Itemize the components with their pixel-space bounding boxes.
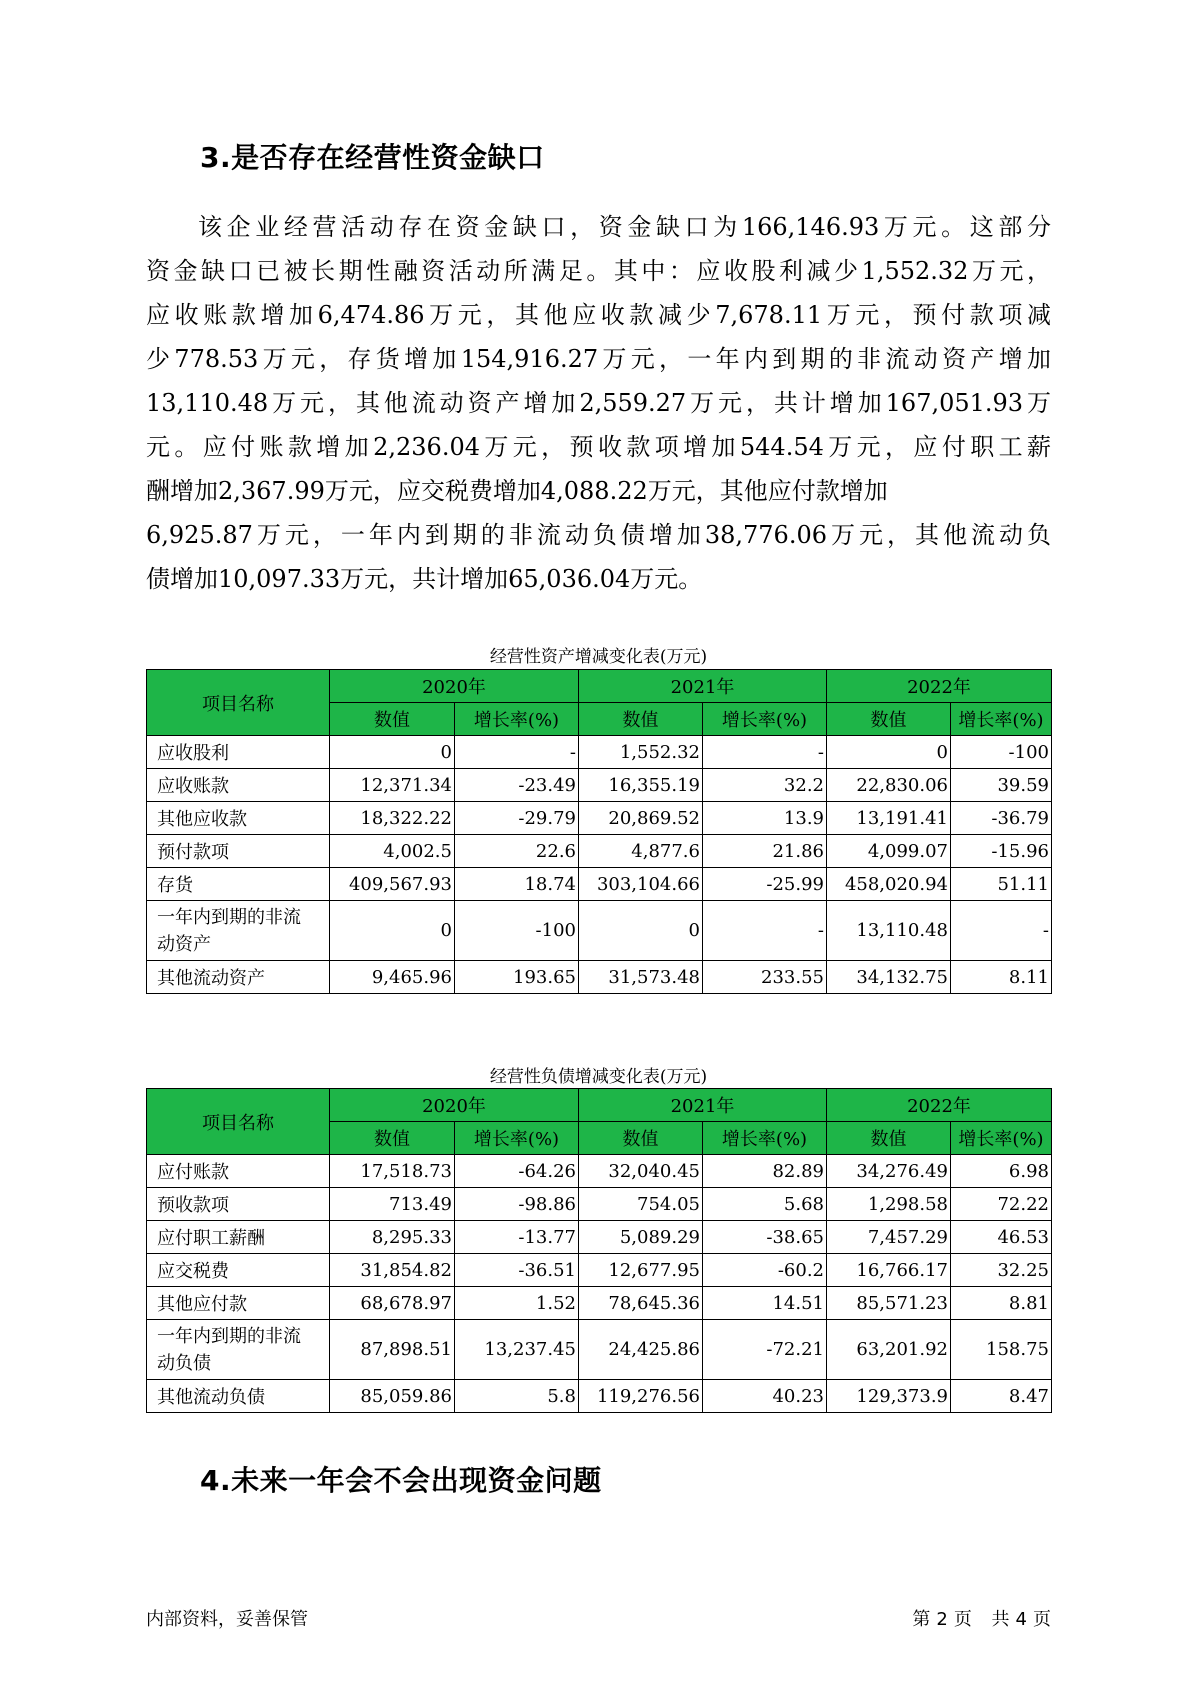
value-cell: 119,276.56	[579, 1380, 703, 1413]
row-item-name-part: 存货	[157, 875, 193, 896]
value-cell: 78,645.36	[579, 1287, 703, 1320]
row-item-name	[147, 736, 330, 769]
table-row	[147, 802, 1052, 835]
analysis-paragraph	[146, 205, 1051, 601]
row-item-name-part: 应付账款	[157, 1162, 229, 1183]
growth-rate-cell: 6.98	[951, 1155, 1052, 1188]
growth-rate-cell: -64.26	[455, 1155, 579, 1188]
table-row	[147, 736, 1052, 769]
total-suffix: 页	[1033, 1609, 1051, 1630]
row-item-name-part: 应收账款	[157, 776, 229, 797]
growth-rate-cell: 14.51	[703, 1287, 827, 1320]
growth-rate-cell: -36.79	[951, 802, 1052, 835]
paragraph-line: 酬增加2,367.99万元，应交税费增加4,088.22万元，其他应付款增加	[146, 477, 888, 505]
value-cell: 4,002.5	[330, 835, 455, 868]
growth-rate-cell: 13,237.45	[455, 1320, 579, 1380]
year-header: 2022年	[827, 670, 1052, 703]
value-cell: 12,677.95	[579, 1254, 703, 1287]
value-cell: 34,276.49	[827, 1155, 951, 1188]
liabilities-table-body	[147, 1155, 1052, 1413]
year-header: 2021年	[579, 670, 827, 703]
growth-rate-cell: 32.2	[703, 769, 827, 802]
liabilities-table-caption: 经营性负债增减变化表(万元)	[489, 1067, 708, 1087]
row-item-name-part: 应收股利	[157, 743, 229, 764]
growth-rate-cell: 51.11	[951, 868, 1052, 901]
row-item-name-part: 预付款项	[157, 842, 229, 863]
value-cell: 13,110.48	[827, 901, 951, 961]
table-row	[147, 1254, 1052, 1287]
value-cell: 63,201.92	[827, 1320, 951, 1380]
growth-rate-cell: 5.68	[703, 1188, 827, 1221]
value-cell: 87,898.51	[330, 1320, 455, 1380]
assets-change-table	[146, 669, 1052, 994]
row-item-name-part: 其他应付款	[157, 1294, 247, 1315]
year-header: 2020年	[330, 1089, 579, 1122]
row-item-name-part: 应交税费	[157, 1261, 229, 1282]
value-cell: 18,322.22	[330, 802, 455, 835]
value-cell: 0	[330, 901, 455, 961]
growth-rate-cell: -100	[455, 901, 579, 961]
footer-confidential-note: 内部资料，妥善保管	[146, 1609, 308, 1630]
section-3-heading: 3.是否存在经营性资金缺口	[200, 141, 545, 174]
section-4-heading: 4.未来一年会不会出现资金问题	[200, 1464, 602, 1497]
value-cell: 68,678.97	[330, 1287, 455, 1320]
growth-rate-cell: 233.55	[703, 961, 827, 994]
growth-subheader: 增长率(%)	[703, 703, 827, 736]
value-subheader: 数值	[827, 1122, 951, 1155]
row-item-name	[147, 835, 330, 868]
row-item-name-part: 其他流动负债	[157, 1387, 265, 1408]
page-prefix: 第	[912, 1609, 931, 1630]
growth-rate-cell: 18.74	[455, 868, 579, 901]
table-row	[147, 835, 1052, 868]
value-subheader: 数值	[579, 1122, 703, 1155]
year-header: 2022年	[827, 1089, 1052, 1122]
growth-rate-cell: -	[703, 901, 827, 961]
paragraph-line: 6,925.87万元，一年内到期的非流动负债增加38,776.06万元，其他流动负	[146, 521, 1051, 549]
value-cell: 303,104.66	[579, 868, 703, 901]
row-item-name	[147, 961, 330, 994]
growth-rate-cell: -23.49	[455, 769, 579, 802]
value-cell: 32,040.45	[579, 1155, 703, 1188]
growth-subheader: 增长率(%)	[703, 1122, 827, 1155]
value-cell: 17,518.73	[330, 1155, 455, 1188]
page-word: 页	[953, 1609, 972, 1630]
row-item-name	[147, 802, 330, 835]
paragraph-line: 资金缺口已被长期性融资活动所满足。其中：应收股利减少1,552.32万元，	[146, 257, 1051, 285]
total-prefix: 共	[991, 1609, 1010, 1630]
item-name-header: 项目名称	[147, 670, 330, 736]
growth-subheader: 增长率(%)	[455, 1122, 579, 1155]
value-cell: 1,298.58	[827, 1188, 951, 1221]
row-item-name	[147, 868, 330, 901]
growth-rate-cell: -60.2	[703, 1254, 827, 1287]
table-row	[147, 1155, 1052, 1188]
growth-rate-cell: -36.51	[455, 1254, 579, 1287]
row-item-name-part: 其他流动资产	[157, 968, 265, 989]
growth-rate-cell: 8.47	[951, 1380, 1052, 1413]
paragraph-line: 元。应付账款增加2,236.04万元，预收款项增加544.54万元，应付职工薪	[146, 433, 1051, 461]
row-item-name-part: 其他应收款	[157, 809, 247, 830]
growth-rate-cell: 72.22	[951, 1188, 1052, 1221]
paragraph-line: 应收账款增加6,474.86万元，其他应收款减少7,678.11万元，预付款项减	[146, 301, 1051, 329]
row-item-name	[147, 1155, 330, 1188]
row-item-name	[147, 1380, 330, 1413]
value-cell: 31,854.82	[330, 1254, 455, 1287]
value-cell: 4,099.07	[827, 835, 951, 868]
value-cell: 0	[579, 901, 703, 961]
value-cell: 24,425.86	[579, 1320, 703, 1380]
value-cell: 12,371.34	[330, 769, 455, 802]
growth-rate-cell: -38.65	[703, 1221, 827, 1254]
growth-rate-cell: -	[951, 901, 1052, 961]
growth-rate-cell: -15.96	[951, 835, 1052, 868]
value-cell: 8,295.33	[330, 1221, 455, 1254]
value-cell: 20,869.52	[579, 802, 703, 835]
growth-rate-cell: 22.6	[455, 835, 579, 868]
row-item-name-part: 一年内到期的非流	[157, 906, 301, 928]
growth-subheader: 增长率(%)	[951, 1122, 1052, 1155]
footer-page-number	[906, 1605, 1051, 1631]
value-cell: 85,059.86	[330, 1380, 455, 1413]
growth-rate-cell: -72.21	[703, 1320, 827, 1380]
value-cell: 129,373.9	[827, 1380, 951, 1413]
growth-rate-cell: 158.75	[951, 1320, 1052, 1380]
row-item-name	[147, 1320, 330, 1380]
row-item-name	[147, 1254, 330, 1287]
growth-subheader: 增长率(%)	[951, 703, 1052, 736]
total-pages: 4	[1015, 1609, 1027, 1630]
table-row	[147, 1188, 1052, 1221]
row-item-name-part: 应付职工薪酬	[157, 1228, 265, 1249]
year-header: 2021年	[579, 1089, 827, 1122]
table-row	[147, 1320, 1052, 1380]
value-cell: 409,567.93	[330, 868, 455, 901]
table-row	[147, 769, 1052, 802]
value-subheader: 数值	[579, 703, 703, 736]
row-item-name-part: 一年内到期的非流	[157, 1325, 301, 1347]
paragraph-line: 少778.53万元，存货增加154,916.27万元，一年内到期的非流动资产增加	[146, 345, 1051, 373]
value-cell: 16,766.17	[827, 1254, 951, 1287]
table-row	[147, 868, 1052, 901]
table-row	[147, 1221, 1052, 1254]
year-header: 2020年	[330, 670, 579, 703]
row-item-name	[147, 1188, 330, 1221]
growth-rate-cell: 5.8	[455, 1380, 579, 1413]
row-item-name-part: 预收款项	[157, 1195, 229, 1216]
value-cell: 4,877.6	[579, 835, 703, 868]
value-cell: 31,573.48	[579, 961, 703, 994]
value-cell: 0	[827, 736, 951, 769]
growth-rate-cell: 193.65	[455, 961, 579, 994]
growth-rate-cell: -100	[951, 736, 1052, 769]
row-item-name-part: 动资产	[157, 933, 211, 955]
growth-rate-cell: 82.89	[703, 1155, 827, 1188]
growth-rate-cell: 39.59	[951, 769, 1052, 802]
paragraph-line: 债增加10,097.33万元，共计增加65,036.04万元。	[146, 565, 703, 593]
table-row	[147, 1380, 1052, 1413]
value-subheader: 数值	[827, 703, 951, 736]
value-cell: 9,465.96	[330, 961, 455, 994]
value-cell: 85,571.23	[827, 1287, 951, 1320]
growth-rate-cell: 13.9	[703, 802, 827, 835]
growth-rate-cell: 21.86	[703, 835, 827, 868]
value-subheader: 数值	[330, 703, 455, 736]
value-cell: 5,089.29	[579, 1221, 703, 1254]
value-cell: 0	[330, 736, 455, 769]
value-cell: 7,457.29	[827, 1221, 951, 1254]
assets-table-caption: 经营性资产增减变化表(万元)	[489, 647, 708, 667]
row-item-name	[147, 1287, 330, 1320]
growth-rate-cell: -	[703, 736, 827, 769]
paragraph-line: 该企业经营活动存在资金缺口，资金缺口为166,146.93万元。这部分	[198, 213, 1051, 241]
growth-rate-cell: 46.53	[951, 1221, 1052, 1254]
growth-rate-cell: -13.77	[455, 1221, 579, 1254]
growth-rate-cell: 8.81	[951, 1287, 1052, 1320]
value-cell: 16,355.19	[579, 769, 703, 802]
value-cell: 1,552.32	[579, 736, 703, 769]
value-subheader: 数值	[330, 1122, 455, 1155]
row-item-name	[147, 901, 330, 961]
assets-table-body	[147, 736, 1052, 994]
row-item-name	[147, 769, 330, 802]
value-cell: 34,132.75	[827, 961, 951, 994]
paragraph-line: 13,110.48万元，其他流动资产增加2,559.27万元，共计增加167,051.93万	[146, 389, 1051, 417]
liabilities-change-table	[146, 1088, 1052, 1413]
value-cell: 754.05	[579, 1188, 703, 1221]
table-row	[147, 1287, 1052, 1320]
growth-rate-cell: -25.99	[703, 868, 827, 901]
growth-rate-cell: -29.79	[455, 802, 579, 835]
growth-rate-cell: -	[455, 736, 579, 769]
value-cell: 713.49	[330, 1188, 455, 1221]
value-cell: 458,020.94	[827, 868, 951, 901]
growth-rate-cell: 32.25	[951, 1254, 1052, 1287]
row-item-name-part: 动负债	[157, 1352, 211, 1374]
growth-rate-cell: 40.23	[703, 1380, 827, 1413]
value-cell: 13,191.41	[827, 802, 951, 835]
growth-rate-cell: 8.11	[951, 961, 1052, 994]
growth-rate-cell: -98.86	[455, 1188, 579, 1221]
table-row	[147, 901, 1052, 961]
value-cell: 22,830.06	[827, 769, 951, 802]
table-row	[147, 961, 1052, 994]
item-name-header: 项目名称	[147, 1089, 330, 1155]
growth-subheader: 增长率(%)	[455, 703, 579, 736]
current-page: 2	[936, 1609, 948, 1630]
row-item-name	[147, 1221, 330, 1254]
growth-rate-cell: 1.52	[455, 1287, 579, 1320]
